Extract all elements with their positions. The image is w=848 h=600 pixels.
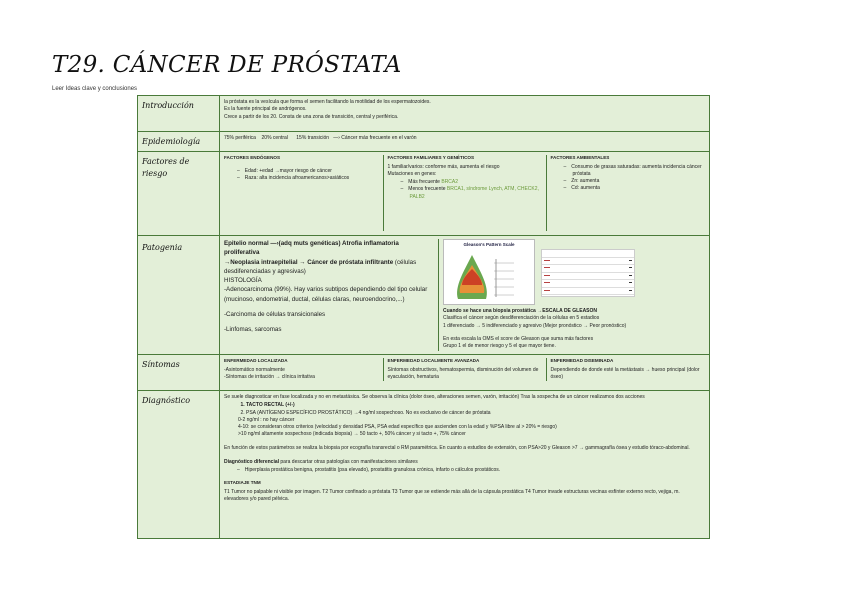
ambientales-item-3: – Cd: aumenta — [573, 185, 706, 192]
diseminada-line-1: Dependiendo de donde esté la metástasis → hueso principal (dolor óseo) — [550, 366, 700, 380]
intro-line-2: Es la fuente principal de andrógenos. — [224, 106, 307, 113]
row-sintomas — [138, 355, 710, 391]
familiares-title: FACTORES FAMILIARES Y GENÉTICOS — [387, 155, 475, 160]
tnm-title: ESTADIAJE TNM — [224, 480, 261, 486]
row-epidemiologia — [138, 132, 710, 152]
patogenia-cell — [220, 236, 710, 355]
familiares-intro: 1 familiar/varios: conforme más, aumenta el riesgo — [387, 163, 500, 170]
avanzada-line-1: Síntomas obstructivos, hematospermia, disminución del volumen de eyaculación, hematuria — [387, 366, 539, 380]
endogenos-col — [220, 155, 383, 231]
endogenos-item-1: – Edad: +edad →mayor riesgo de cáncer — [246, 168, 379, 175]
diagnostico-diferencial: Diagnóstico diferencial para descartar otras patologías con manifestaciones similares — [224, 458, 418, 465]
histologia-heading: HISTOLOGÍA — [224, 277, 262, 285]
ambientales-title: FACTORES AMBIENTALES — [550, 155, 610, 160]
diferencial-item: – Hiperplasia prostática benigna, prostatitis (psa elevado), prostatitis granulosa crónica, infarto o cálculos prostáticos. — [246, 467, 705, 474]
gleason-line-4: En esta escala la OMS el score de Gleason que suma más factores — [443, 335, 594, 342]
familiares-item-2: – Menos frecuente BRCA1, síndrome Lynch, ATM, CHECK2, PALB2 — [410, 186, 542, 201]
familiares-col — [383, 155, 546, 231]
endogenos-title: FACTORES ENDÓGENOS — [224, 155, 281, 160]
intro-line-3: Crece a partir de los 20. Consta de una zona de transición, central y periférica. — [224, 113, 399, 120]
gleason-pattern-illustration — [444, 249, 532, 303]
diseminada-title: ENFERMEDAD DISEMINADA — [550, 358, 614, 363]
tacto-rectal-item: 1. TACTO RECTAL (+/-) — [246, 402, 705, 409]
row-header-epidemiologia: Epidemiología — [138, 132, 220, 152]
patogenia-line-2: →Neoplasia intraepitelial → Cáncer de próstata infiltrante (células desdiferenciadas y agresivas) — [224, 258, 417, 275]
row-diagnostico — [138, 391, 710, 539]
enfermedad-localizada-col — [220, 358, 383, 381]
enfermedad-diseminada-col — [546, 358, 709, 381]
linfomas-text: -Linfomas, sarcomas — [224, 326, 282, 334]
epi-cell: 75% periférica 20% central 15% transición —› Cáncer más frecuente en el varón — [220, 132, 710, 152]
diagnostico-cell — [220, 391, 710, 539]
row-factores-riesgo — [138, 152, 710, 236]
familiares-item-1: – Más frecuente BRCA2 — [410, 179, 542, 186]
page-subtitle: Leer Ideas clave y conclusiones — [52, 86, 138, 92]
gleason-line-3: 1 diferenciado → 5 indiferenciado y agresivo (Mejor pronóstico → Peor pronóstico) — [443, 322, 627, 329]
diagnostico-intro: Se suele diagnosticar en fase localizada y no en metastásica. Se observa la clínica (dolor óseo, alteraciones semen, varón, irritación) Tras la sospecha de un cáncer realizamos dos acciones — [224, 394, 645, 400]
psa-range-1: 0-2 ng/ml : no hay cáncer — [238, 416, 295, 423]
sintomas-cell — [220, 355, 710, 391]
row-patogenia — [138, 236, 710, 355]
localizada-title: ENFERMEDAD LOCALIZADA — [224, 358, 288, 363]
row-intro — [138, 96, 710, 132]
row-header-patogenia: Patogenia — [138, 236, 220, 355]
row-header-sintomas: Síntomas — [138, 355, 220, 391]
gleason-image-title: Gleason's Pattern Scale — [463, 242, 515, 247]
gleason-col — [439, 239, 710, 351]
avanzada-title: ENFERMEDAD LOCALMENTE AVANZADA — [387, 358, 480, 363]
endogenos-item-2: – Raza: alta incidencia afroamericanos>asiáticos — [246, 175, 379, 182]
riesgo-cell — [220, 152, 710, 236]
adenocarcinoma-text: -Adenocarcinoma (99%). Hay varios subtipos dependiendo del tipo celular (mucinoso, endometrial, ductal, células claras, neuroendocrino,...) — [224, 286, 428, 303]
row-header-factores-riesgo: Factores de riesgo — [138, 152, 220, 236]
gleason-line-1: Cuando se hace una biopsia prostática →ESCALA DE GLEASON — [443, 308, 598, 314]
enfermedad-avanzada-col — [383, 358, 546, 381]
gleason-pattern-image — [443, 239, 535, 305]
ambientales-item-2: – Zn: aumenta — [573, 178, 706, 185]
ambientales-item-1: – Consumo de grasas saturadas: aumenta incidencia cáncer próstata — [573, 164, 706, 179]
ambientales-col — [546, 155, 709, 231]
row-header-diagnostico: Diagnóstico — [138, 391, 220, 539]
familiares-mut-label: Mutaciones en genes: — [387, 170, 437, 177]
localizada-line-1: -Asintomático normalmente — [224, 366, 285, 373]
page-title: T29. CÁNCER DE PRÓSTATA — [52, 52, 402, 78]
patogenia-line-1: Epitelio normal —›(adq muts genéticas) Atrofia inflamatoria proliferativa — [224, 240, 399, 257]
biopsia-text: En función de estos parámetros se realiza la biopsia por ecografía transrectal o RM paramétrica. En cuanto a estudios de extensión, con PSA>20 y Gleason >7 → gammagrafía ósea y estudio tóraco-abdominal. — [224, 444, 690, 451]
gleason-line-5: Grupo 1 el de menor riesgo y 5 el que mayor tiene. — [443, 343, 556, 349]
localizada-line-2: -Síntomas de irritación → clínica irritativa — [224, 373, 315, 380]
gleason-grade-table-image: ▬▬ ▬ ▬▬ ▬ ▬▬ ▬ ▬▬ ▬ ▬▬ ▬ — [541, 249, 635, 297]
intro-cell — [220, 96, 710, 132]
psa-item: 2. PSA (ANTÍGENO ESPECÍFICO PROSTÁTICO) →4 ng/ml sospechoso. No es exclusivo de cáncer de próstata 0-2 ng/ml : no hay cáncer 4-10: se consideran otros criterios (velocidad y densidad PSA, PSA edad específico que ascienden con la edad y %PSA libre al > 20% = riesgo) >10 ng/ml altamente sospechoso (indicada biopsia) → 50 tacto +, 50% cáncer y si tacto +, 75% cáncer — [246, 410, 705, 439]
summary-table — [137, 95, 710, 539]
psa-range-2: 4-10: se consideran otros criterios (velocidad y densidad PSA, PSA edad específico que ascienden con la edad y %PSA libre al > 20% = riesgo) — [238, 424, 557, 430]
patogenia-text-col — [220, 239, 439, 351]
tnm-text: T1 Tumor no palpable ni visible por imagen. T2 Tumor confinado a próstata T3 Tumor que se extiende más allá de la cápsula prostática T4 Tumor invade estructuras vecinas esfínter externo recto, vejiga, m. elevadores y/o pared pélvica. — [224, 488, 680, 503]
row-header-intro: Introducción — [138, 96, 220, 132]
carcinoma-text: -Carcinoma de células transicionales — [224, 311, 326, 319]
gleason-line-2: Clasifica el cáncer según desdiferenciación de la células en 5 estadios — [443, 315, 600, 322]
intro-line-1: la próstata es la vesícula que forma el semen facilitando la motilidad de los espermatozoides. — [224, 99, 431, 105]
psa-range-3: >10 ng/ml altamente sospechoso (indicada biopsia) → 50 tacto +, 50% cáncer y si tacto +, 75% cáncer — [238, 431, 466, 438]
